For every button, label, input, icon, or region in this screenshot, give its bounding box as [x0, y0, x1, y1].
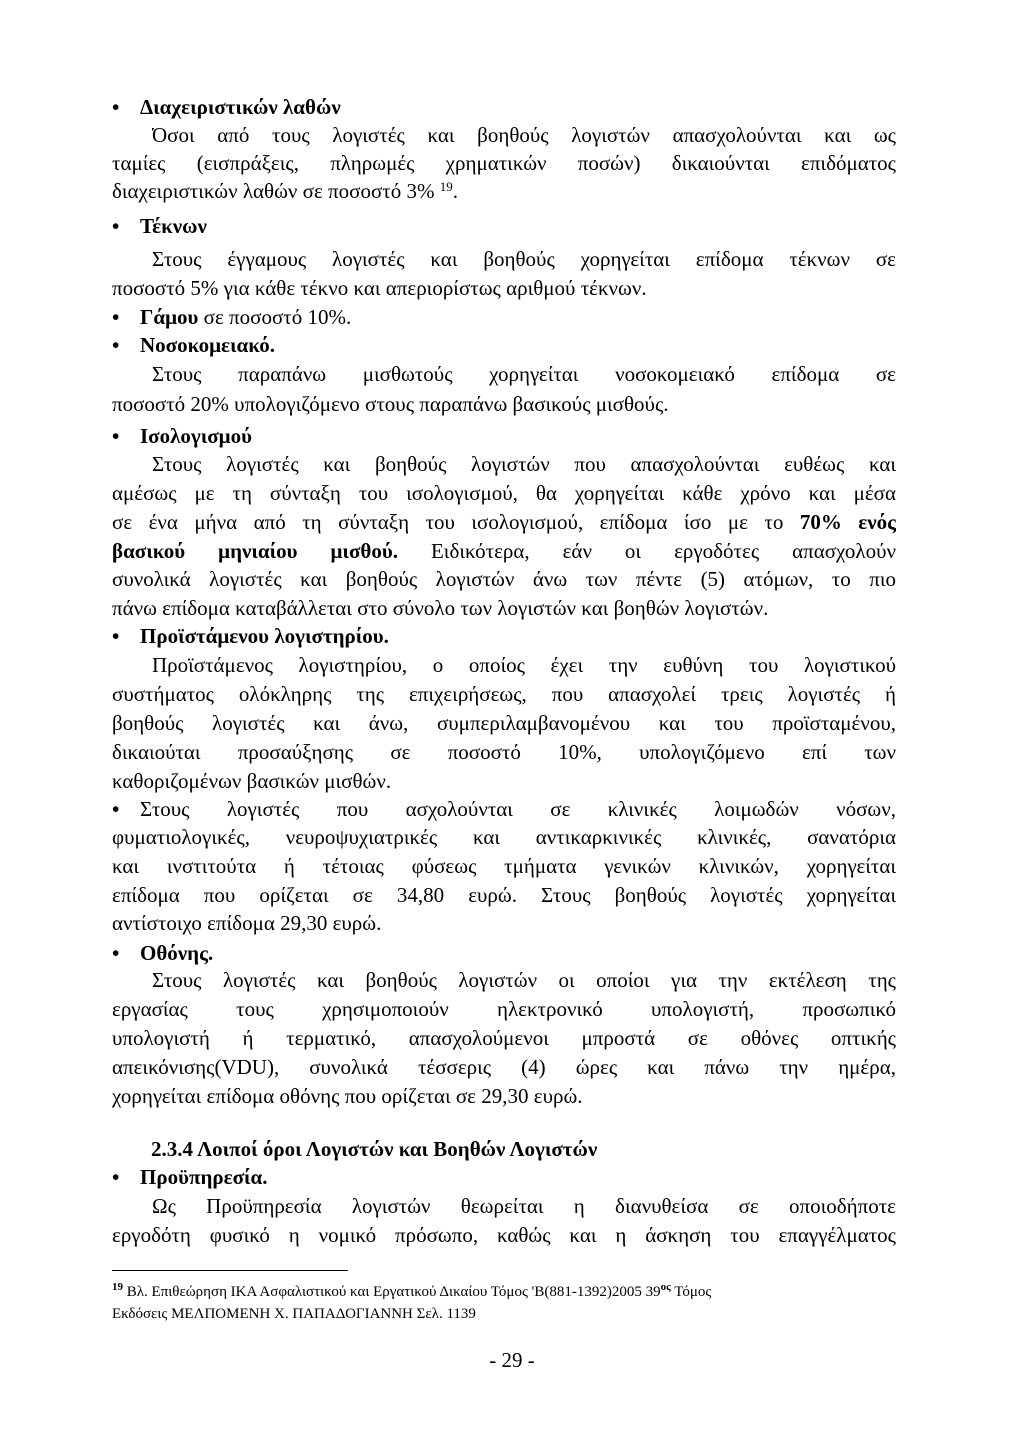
bullet-icon: • — [112, 1165, 120, 1189]
bullet-label: Οθόνης. — [140, 941, 214, 965]
text-span-bold: 70% ενός — [799, 510, 896, 534]
text-line: αντίστοιχο επίδομα 29,30 ευρώ. — [112, 911, 382, 935]
bullet-icon: • — [112, 214, 120, 238]
bullet-label: Γάμου — [140, 305, 199, 329]
text-line: χορηγείται επίδομα οθόνης που ορίζεται σε 29,30 ευρώ. — [112, 1084, 583, 1108]
footnote-ordinal: ος — [660, 1281, 671, 1293]
text-span: διαχειριστικών λαθών σε ποσοστό 3% — [112, 179, 435, 203]
text-line: δικαιούται προσαύξησης σε ποσοστό 10%, υπολογιζόμενο επί των — [112, 740, 896, 764]
footnote-line — [112, 1282, 902, 1303]
bullet-label: Ισολογισμού — [140, 424, 252, 448]
bullet-icon: • — [112, 424, 120, 448]
text-line: αμέσως με τη σύνταξη του ισολογισμού, θα χορηγείται κάθε χρόνο και μέσα — [112, 481, 896, 505]
bullet-label: Νοσοκομειακό. — [140, 333, 276, 357]
text-span: Στους λογιστές που ασχολούνται σε κλινικές λοιμωδών νόσων, — [140, 797, 896, 821]
bullet-heading-gamou — [112, 304, 896, 331]
text-span: Ειδικότερα, εάν οι εργοδότες απασχολούν — [397, 539, 896, 563]
text-line: φυματιολογικές, νευροψυχιατρικές και αντικαρκινικές κλινικές, σανατόρια — [112, 825, 896, 849]
text-line: Στους παραπάνω μισθωτούς χορηγείται νοσοκομειακό επίδομα σε — [152, 362, 896, 386]
footnote-text: Βλ. Επιθεώρηση ΙΚΑ Ασφαλιστικού και Εργατικού Δικαίου Τόμος 'Β(881-1392)2005 39 — [123, 1284, 661, 1300]
bullet-heading-othonis — [112, 940, 896, 967]
text-span: σε ποσοστό 10%. — [198, 305, 352, 329]
text-line: ταμίες (εισπράξεις, πληρωμές χρηματικών ποσών) δικαιούνται επιδόματος — [112, 151, 896, 175]
text-line: Ως Προϋπηρεσία λογιστών θεωρείται η διανυθείσα σε οποιοδήποτε — [152, 1194, 896, 1218]
text-line — [112, 178, 896, 205]
footnote-line: Εκδόσεις ΜΕΛΠΟΜΕΝΗ Χ. ΠΑΠΑΔΟΓΙΑΝΝΗ Σελ. 1139 — [112, 1306, 476, 1322]
footnote-reference: 19 — [439, 179, 453, 194]
footnote-divider — [112, 1270, 348, 1271]
text-line: βοηθούς λογιστές και άνω, συμπεριλαμβανομένου και του προϊσταμένου, — [112, 711, 896, 735]
text-line: καθοριζομένων βασικών μισθών. — [112, 769, 392, 793]
bullet-heading-teknon — [112, 213, 896, 240]
text-line — [112, 538, 896, 565]
text-line: και ινστιτούτα ή τέτοιας φύσεως τμήματα γενικών κλινικών, χορηγείται — [112, 854, 896, 878]
bullet-label: Διαχειριστικών λαθών — [140, 95, 341, 119]
text-span: σε ένα μήνα από τη σύνταξη του ισολογισμού, επίδομα ίσο με το — [112, 510, 800, 534]
footnote-text: Τόμος — [670, 1284, 712, 1300]
bullet-icon: • — [112, 941, 120, 965]
bullet-icon: • — [112, 95, 120, 119]
page-number: - 29 - — [489, 1348, 535, 1372]
bullet-icon: • — [112, 333, 120, 357]
bullet-heading-diaxeiristikon — [112, 94, 896, 121]
text-span-bold: βασικού μηνιαίου μισθού. — [112, 539, 398, 563]
bullet-heading-isologismou — [112, 423, 896, 450]
bullet-label: Προϋπηρεσία. — [140, 1165, 268, 1189]
bullet-icon: • — [112, 624, 120, 648]
text-line: πάνω επίδομα καταβάλλεται στο σύνολο των λογιστών και βοηθών λογιστών. — [112, 596, 769, 620]
text-line: επίδομα που ορίζεται σε 34,80 ευρώ. Στους βοηθούς λογιστές χορηγείται — [112, 883, 896, 907]
text-line: Στους λογιστές και βοηθούς λογιστών οι οποίοι για την εκτέλεση της — [152, 968, 896, 992]
text-line: συνολικά λογιστές και βοηθούς λογιστών άνω των πέντε (5) ατόμων, το πιο — [112, 567, 896, 591]
bullet-heading-proypiresia — [112, 1164, 896, 1191]
text-line: ποσοστό 20% υπολογιζόμενο στους παραπάνω βασικούς μισθούς. — [112, 392, 669, 416]
text-line: ποσοστό 5% για κάθε τέκνο και απεριορίστως αριθμού τέκνων. — [112, 276, 647, 300]
text-line: απεικόνισης(VDU), συνολικά τέσσερις (4) ώρες και πάνω την ημέρα, — [112, 1055, 896, 1079]
bullet-icon: • — [112, 305, 120, 329]
text-line: Προϊστάμενος λογιστηρίου, ο οποίος έχει την ευθύνη του λογιστικού — [152, 653, 896, 677]
text-line: Στους λογιστές και βοηθούς λογιστών που απασχολούνται ευθέως και — [152, 452, 896, 476]
text-line — [112, 509, 896, 536]
bullet-icon: • — [112, 797, 120, 821]
footnote-number: 19 — [112, 1281, 123, 1293]
bullet-item-klinikes — [112, 796, 896, 823]
text-line: υπολογιστή ή τερματικό, απασχολούμενοι μπροστά σε οθόνες οπτικής — [112, 1026, 896, 1050]
bullet-heading-nosokomeiako — [112, 332, 896, 359]
text-line: εργασίας τους χρησιμοποιούν ηλεκτρονικό υπολογιστή, προσωπικό — [112, 997, 896, 1021]
text-line: Όσοι από τους λογιστές και βοηθούς λογιστών απασχολούνται και ως — [152, 123, 896, 147]
bullet-label: Προϊστάμενου λογιστηρίου. — [140, 624, 389, 648]
bullet-label: Τέκνων — [140, 214, 207, 238]
bullet-heading-proistamenou — [112, 623, 896, 650]
text-line: εργοδότη φυσικό η νομικό πρόσωπο, καθώς και η άσκηση του επαγγέλματος — [112, 1223, 896, 1247]
text-line: Στους έγγαμους λογιστές και βοηθούς χορηγείται επίδομα τέκνων σε — [152, 247, 896, 271]
text-span: . — [452, 179, 458, 203]
text-line: συστήματος ολόκληρης της επιχειρήσεως, που απασχολεί τρεις λογιστές ή — [112, 682, 896, 706]
section-heading: 2.3.4 Λοιποί όροι Λογιστών και Βοηθών Λογιστών — [151, 1137, 598, 1161]
